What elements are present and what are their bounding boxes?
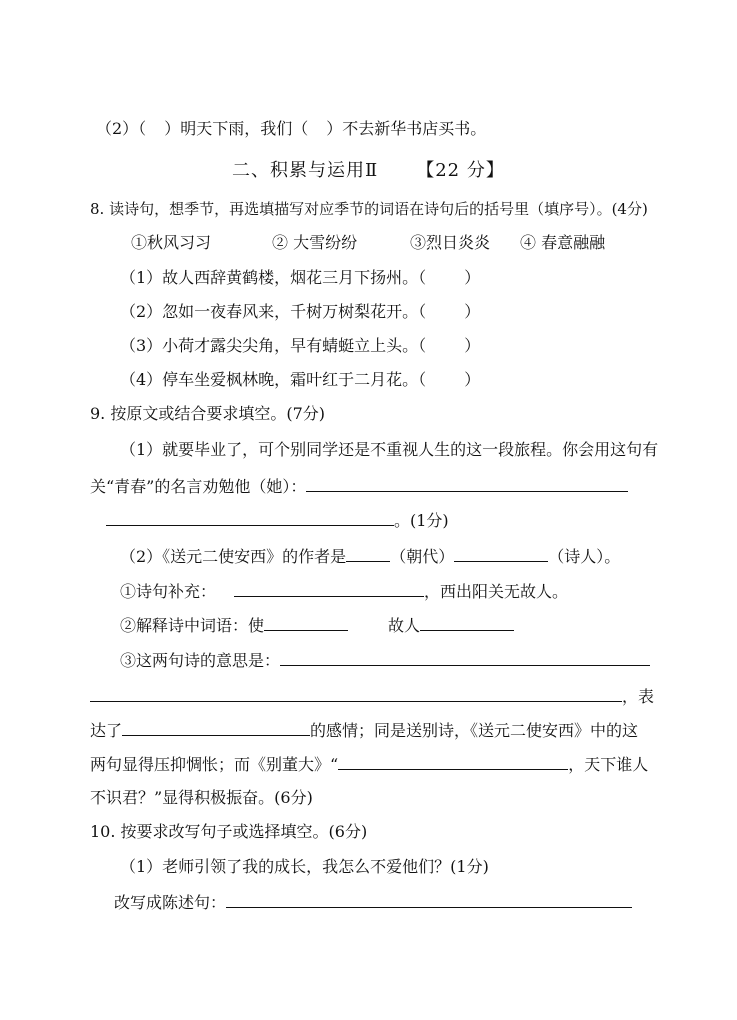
q9-sub1-prefix: ①诗句补充： (120, 582, 217, 601)
q9-p1-line2-prefix: 关“青春”的名言劝勉他（她）： (90, 477, 307, 496)
q8-item-4 (120, 369, 480, 391)
q9-shi-blank[interactable] (264, 614, 348, 631)
q9-p1-line3 (106, 509, 449, 532)
q8-item-1-close: ） (464, 268, 481, 287)
section-score: 【22 分】 (416, 160, 505, 181)
q9-liang-prefix: 两句显得压抑惆怅；而《别董大》“ (90, 755, 339, 774)
q8-item-2-text: （2）忽如一夜春风来，千树万树梨花开。（ (120, 302, 427, 321)
q8-item-3-text: （3）小荷才露尖尖角，早有蜻蜓立上头。（ (120, 336, 427, 355)
q9-p2-b: （朝代） (390, 547, 455, 566)
q8-item-2-close: ） (464, 302, 481, 321)
q9-verse-blank[interactable] (234, 580, 424, 597)
q9-da-line (90, 719, 638, 742)
q10-item-1: （1）老师引领了我的成长，我怎么不爱他们？(1分) (120, 857, 489, 876)
q9-p2-a: （2）《送元二使安西》的作者是 (120, 547, 347, 566)
q9-p1-answer-blank-1[interactable] (306, 475, 628, 492)
q9-da-suffix: 的感情；同是送别诗，《送元二使安西》中的这 (310, 721, 639, 740)
q9-sub1 (120, 580, 568, 603)
q9-liang-suffix: ，天下谁人 (568, 755, 649, 774)
section-title: 二、积累与运用Ⅱ (232, 160, 379, 181)
q8-option-2: ② 大雪纷纷 (272, 233, 358, 252)
q9-stem: 9. 按原文或结合要求填空。(7分) (90, 404, 326, 423)
q8-option-1: ①秋风习习 (131, 233, 212, 252)
q9-p2-line (120, 545, 620, 568)
q9-da-prefix: 达了 (90, 721, 123, 740)
q7-item-2-mid: ）明天下雨，我们（ (164, 119, 309, 138)
q8-item-1 (120, 267, 480, 289)
q9-biao: ，表 (622, 687, 655, 706)
q8-item-2 (120, 301, 480, 323)
q9-liang-line (90, 753, 648, 776)
q9-p1-line2 (90, 475, 628, 498)
q9-sub3 (120, 649, 650, 672)
q9-meaning-blank-2[interactable] (90, 685, 622, 702)
q10-rewrite-label: 改写成陈述句： (114, 893, 227, 912)
q9-feeling-blank[interactable] (122, 719, 310, 736)
q7-item-2-prefix: （2）（ (96, 119, 147, 138)
q8-item-4-close: ） (464, 370, 481, 389)
q7-item-2 (96, 118, 486, 140)
q8-option-3: ③烈日炎炎 (410, 233, 491, 252)
q9-biedongda-blank[interactable] (338, 753, 568, 770)
q9-shi-line: 不识君？”显得积极振奋。(6分) (90, 788, 313, 807)
q9-p1-line1: （1）就要毕业了，可个别同学还是不重视人生的这一段旅程。你会用这句有 (120, 440, 659, 459)
q10-rewrite-line (114, 891, 632, 914)
q8-option-4: ④ 春意融融 (520, 233, 606, 252)
section-heading (232, 159, 505, 183)
q9-guren-blank[interactable] (420, 614, 514, 631)
q10-rewrite-blank[interactable] (226, 891, 632, 908)
q10-stem: 10. 按要求改写句子或选择填空。(6分) (90, 822, 368, 841)
q9-p2-c: （诗人）。 (548, 547, 621, 566)
q8-item-3 (120, 335, 480, 357)
q8-item-3-close: ） (464, 336, 481, 355)
q8-stem: 8. 读诗句，想季节，再选填描写对应季节的词语在诗句后的括号里（填序号）。(4分) (90, 200, 648, 218)
q9-sub2-b: 故人 (388, 616, 421, 635)
q7-item-2-suffix: ）不去新华书店买书。 (326, 119, 487, 138)
q9-p1-answer-blank-2[interactable] (106, 509, 394, 526)
q9-sub1-suffix: ，西出阳关无故人。 (424, 582, 569, 601)
q9-p1-line3-suffix: 。(1分) (394, 511, 449, 530)
q9-sub2 (120, 614, 514, 637)
q8-item-1-text: （1）故人西辞黄鹤楼，烟花三月下扬州。（ (120, 268, 427, 287)
q9-sub2-a: ②解释诗中词语：使 (120, 616, 265, 635)
q9-dynasty-blank[interactable] (346, 545, 390, 562)
q9-sub3-prefix: ③这两句诗的意思是： (120, 651, 281, 670)
q9-meaning-blank-1[interactable] (280, 649, 650, 666)
q8-item-4-text: （4）停车坐爱枫林晚，霜叶红于二月花。（ (120, 370, 427, 389)
q9-poet-blank[interactable] (454, 545, 548, 562)
q9-biao-line (90, 685, 654, 708)
